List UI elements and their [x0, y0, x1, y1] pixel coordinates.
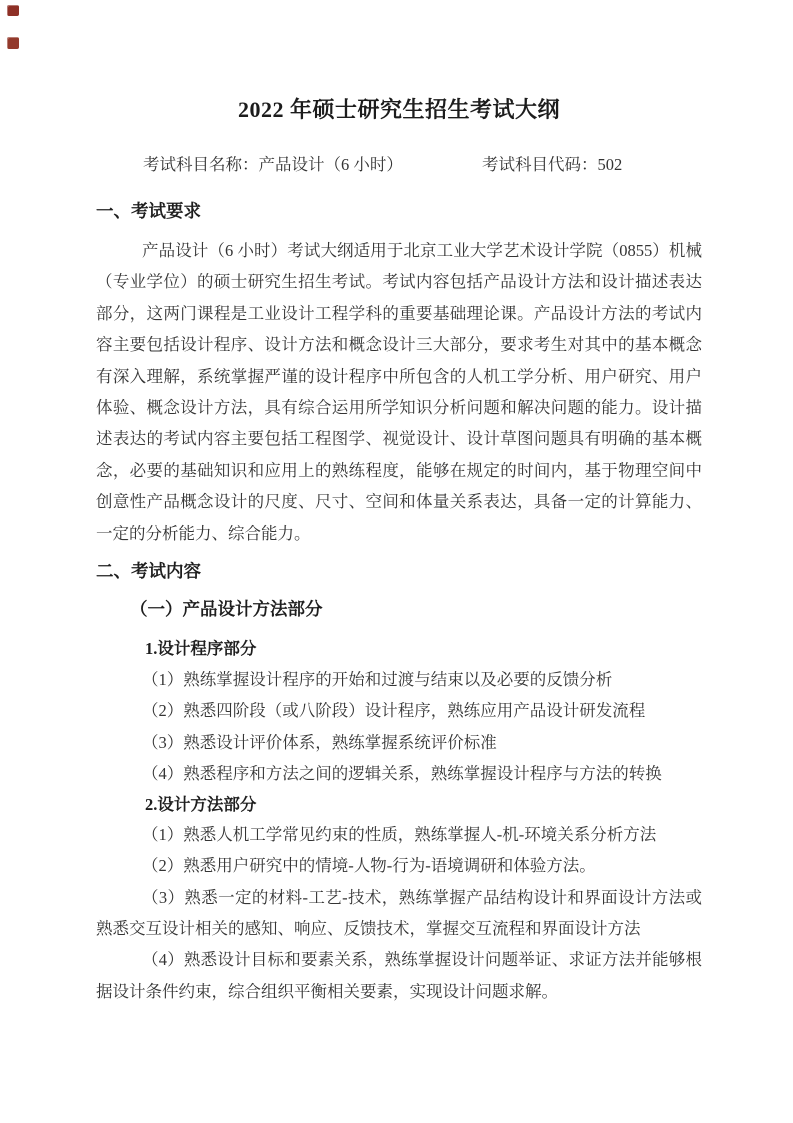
- syllabus-item: （3）熟悉一定的材料-工艺-技术，熟练掌握产品结构设计和界面设计方法或熟悉交互设计相关的感知、响应、反馈技术，掌握交互流程和界面设计方法: [96, 887, 702, 938]
- syllabus-item: （1）熟悉人机工学常见约束的性质，熟练掌握人-机-环境关系分析方法: [142, 824, 657, 844]
- syllabus-item: （3）熟悉设计评价体系，熟练掌握系统评价标准: [142, 732, 497, 752]
- syllabus-item: （2）熟悉用户研究中的情境-人物-行为-语境调研和体验方法。: [142, 856, 596, 876]
- red-stamp-icon: [7, 5, 19, 16]
- syllabus-item: （4）熟悉程序和方法之间的逻辑关系，熟练掌握设计程序与方法的转换: [142, 764, 662, 784]
- red-stamp-icon: [7, 37, 19, 49]
- part-title-design-method: 2.设计方法部分: [145, 794, 257, 814]
- document-content: [96, 0, 702, 1007]
- section-heading-content: 二、考试内容: [96, 561, 201, 582]
- syllabus-item: （4）熟悉设计目标和要素关系，熟练掌握设计问题举证、求证方法并能够根据设计条件约束，综合组织平衡相关要素，实现设计问题求解。: [96, 950, 702, 1001]
- design-procedure-item-list: [96, 664, 702, 790]
- design-method-item-list: [96, 819, 702, 1007]
- syllabus-item: （1）熟练掌握设计程序的开始和过渡与结束以及必要的反馈分析: [142, 670, 613, 690]
- subject-name-label: 考试科目名称：产品设计（6 小时）: [143, 155, 403, 174]
- part-title-design-procedure: 1.设计程序部分: [145, 639, 257, 659]
- subject-code-label: 考试科目代码：502: [482, 155, 623, 174]
- subject-info-row: [96, 155, 702, 175]
- requirements-paragraph: 产品设计（6 小时）考试大纲适用于北京工业大学艺术设计学院（0855）机械（专业学位）的硕士研究生招生考试。考试内容包括产品设计方法和设计描述表达部分，这两门课程是工业设计工程学科的重要基础理论课。产品设计方法的考试内容主要包括设计程序、设计方法和概念设计三大部分，要求考生对其中的基本概念有深入理解，系统掌握严谨的设计程序中所包含的人机工学分析、用户研究、用户体验、概念设计方法，具有综合运用所学知识分析问题和解决问题的能力。设计描述表达的考试内容主要包括工程图学、视觉设计、设计草图问题具有明确的基本概念，必要的基础知识和应用上的熟练程度，能够在规定的时间内，基于物理空间中创意性产品概念设计的尺度、尺寸、空间和体量关系表达，具备一定的计算能力、一定的分析能力、综合能力。: [96, 241, 702, 543]
- section-heading-requirements: 一、考试要求: [96, 201, 201, 221]
- subsection-heading-product-design-method: （一）产品设计方法部分: [130, 599, 323, 620]
- page-title: 2022 年硕士研究生招生考试大纲: [237, 97, 560, 122]
- syllabus-item: （2）熟悉四阶段（或八阶段）设计程序，熟练应用产品设计研发流程: [142, 701, 646, 721]
